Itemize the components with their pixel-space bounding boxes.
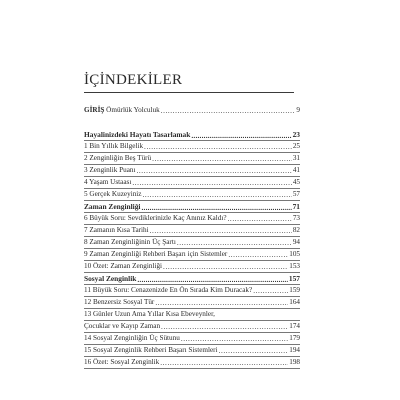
toc-page-number: 164 xyxy=(289,298,300,306)
toc-page-number: 82 xyxy=(292,226,300,234)
toc-page-number: 198 xyxy=(289,358,300,366)
toc-entry-label: 15 Sosyal Zenginlik Rehberi Başarı Sistemleri xyxy=(84,346,218,354)
toc-entry-label: 12 Benzersiz Sosyal Tür xyxy=(84,298,155,306)
toc-entry xyxy=(84,354,300,367)
toc-entry-label: 1 Bin Yıllık Bilgelik xyxy=(84,142,144,150)
toc-page-number: 159 xyxy=(289,286,300,294)
toc-page-number: 9 xyxy=(296,106,300,114)
toc-page-number: 157 xyxy=(288,274,300,283)
toc-page-number: 71 xyxy=(292,202,300,211)
toc-entry xyxy=(84,102,300,115)
toc-page-number: 174 xyxy=(289,322,300,330)
toc-entry-label: 14 Sosyal Zenginliğin Üç Sütunu xyxy=(84,334,180,342)
toc-entry-label: 13 Günler Uzun Ama Yıllar Kısa Ebeveynler, xyxy=(84,310,215,318)
toc-page-number: 153 xyxy=(289,262,300,270)
toc-entry-label: 3 Zenginlik Puanı xyxy=(84,166,136,174)
toc-page-number: 31 xyxy=(292,154,300,162)
toc-page-number: 105 xyxy=(289,250,300,258)
toc-leader-dots xyxy=(160,359,288,367)
toc-page-number: 25 xyxy=(292,142,300,150)
toc-page-number: 94 xyxy=(292,238,300,246)
toc-page-number: 23 xyxy=(292,130,300,139)
toc-entry-label: 10 Özet: Zaman Zenginliği xyxy=(84,262,163,270)
toc-page-number: 41 xyxy=(292,166,300,174)
toc-entry-label: Çocuklar ve Kayıp Zaman xyxy=(84,322,161,330)
toc-page-number: 73 xyxy=(292,214,300,222)
toc-entry-label: Zaman Zenginliği xyxy=(84,202,141,211)
toc-entry-label xyxy=(84,106,160,115)
toc-page-number: 45 xyxy=(292,178,300,186)
toc-entry-label: 16 Özet: Sosyal Zenginlik xyxy=(84,358,160,366)
toc-entry-label: 6 Büyük Soru: Sevdiklerinizle Kaç Anınız Kaldı? xyxy=(84,214,227,222)
toc-entry-label: 4 Yaşam Ustaası xyxy=(84,178,132,186)
toc-entry-label: 8 Zaman Zenginliğinin Üç Şartı xyxy=(84,238,176,246)
toc-entry-label: Hayalinizdeki Hayatı Tasarlamak xyxy=(84,130,191,139)
toc-entry-label-bold: GİRİŞ xyxy=(84,106,105,114)
toc-entry-label: 11 Büyük Soru: Cenazenizde En Ön Sırada Kim Duracak? xyxy=(84,286,253,294)
toc-page-number: 179 xyxy=(289,334,300,342)
toc-page-number: 194 xyxy=(289,346,300,354)
toc-page-number: 57 xyxy=(292,190,300,198)
toc-entry-label-text: Ömürlük Yolculuk xyxy=(104,106,160,114)
toc-entry-label: 2 Zenginliğin Beş Türü xyxy=(84,154,152,162)
toc-entry-label: Sosyal Zenginlik xyxy=(84,274,137,283)
toc-entry-label: 5 Gerçek Kuzeyiniz xyxy=(84,190,142,198)
toc-leader-dots xyxy=(161,107,296,115)
toc-entry-label: 7 Zamanın Kısa Tarihi xyxy=(84,226,149,234)
page-title: İÇİNDEKİLER xyxy=(84,72,183,88)
toc-entry-label: 9 Zaman Zenginliği Rehberi Başarı için Sistemler xyxy=(84,250,228,258)
